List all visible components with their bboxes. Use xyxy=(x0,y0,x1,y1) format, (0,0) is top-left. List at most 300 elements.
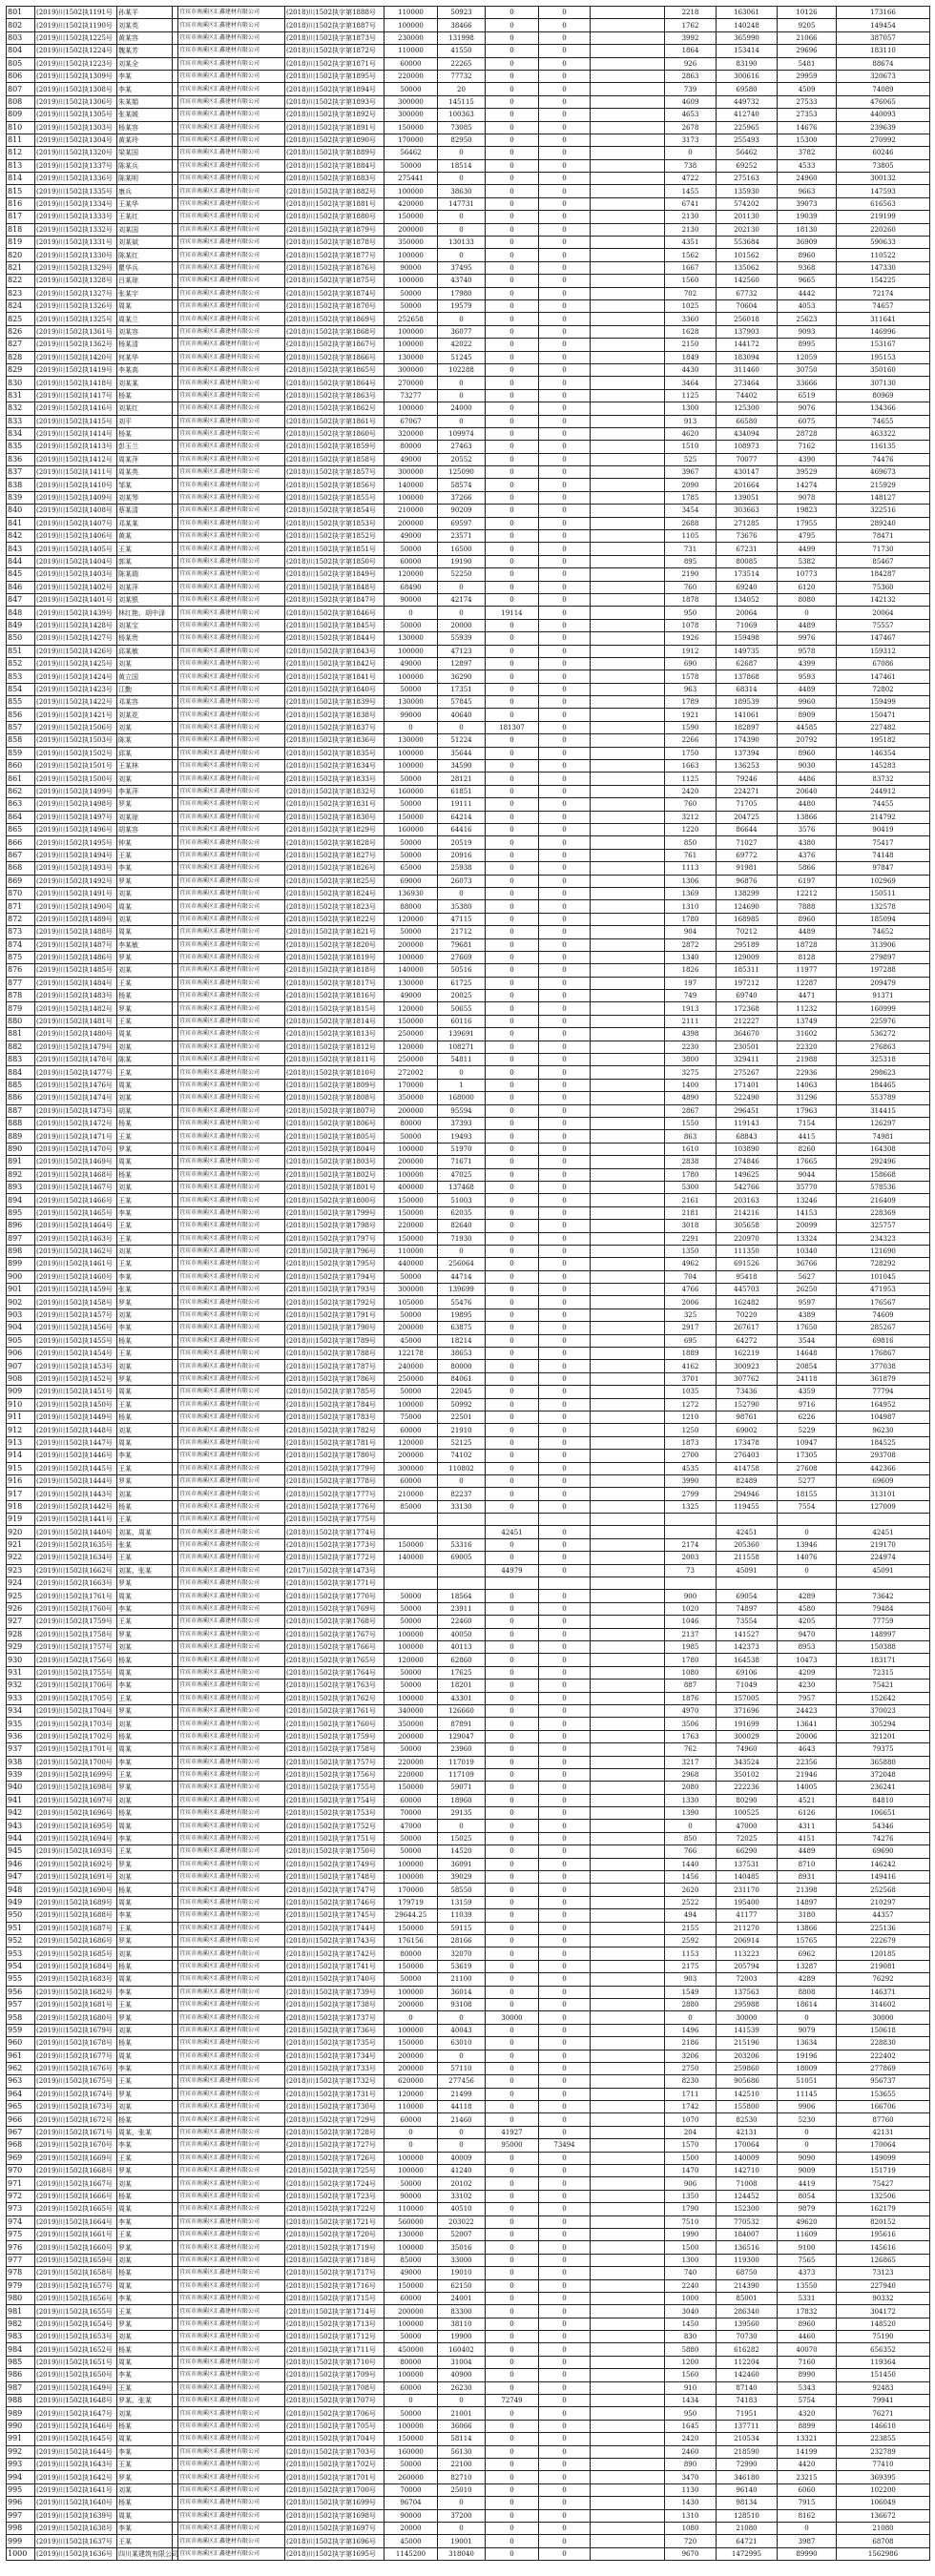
table-cell: 1562 xyxy=(665,249,717,261)
table-cell: 0 xyxy=(539,798,591,811)
table-cell xyxy=(591,657,665,670)
table-cell: 杨某 xyxy=(117,1500,173,1513)
table-cell: 79484 xyxy=(837,1602,930,1615)
table-cell xyxy=(591,2292,665,2304)
table-cell: 2006 xyxy=(665,1296,717,1309)
table-cell xyxy=(591,734,665,747)
table-cell: 13246 xyxy=(778,1194,837,1206)
table-cell: 913 xyxy=(7,1436,35,1449)
table-row xyxy=(7,1322,930,1334)
table-cell: 320000 xyxy=(384,427,438,440)
table-cell: 0 xyxy=(486,1296,539,1309)
table-cell: 276863 xyxy=(837,1041,930,1053)
table-cell: 0 xyxy=(665,2011,717,2024)
table-cell: 0 xyxy=(486,734,539,747)
table-cell: 44357 xyxy=(837,1909,930,1922)
table-cell: 848 xyxy=(7,607,35,619)
table-cell: 980 xyxy=(7,2292,35,2304)
table-cell: 275441 xyxy=(384,173,438,185)
table-cell: (2019)川1502执1706号 xyxy=(35,1680,117,1692)
table-cell: 36066 xyxy=(438,2420,486,2432)
table-cell: 宜宾市南溪区汇鑫建材有限公司 xyxy=(178,1871,285,1884)
table-cell: 3506 xyxy=(665,1718,717,1730)
table-cell: 52007 xyxy=(438,2228,486,2240)
table-cell xyxy=(591,19,665,31)
table-cell: 946 xyxy=(7,1858,35,1870)
table-cell: 刘某琼 xyxy=(117,811,173,823)
table-cell: (2019)川1502执1491号 xyxy=(35,887,117,899)
table-cell: 0 xyxy=(539,1462,591,1474)
table-cell: 905 xyxy=(7,1334,35,1347)
table-cell: 878 xyxy=(7,990,35,1002)
table-cell: 8710 xyxy=(778,1858,837,1870)
table-cell: 罗某 xyxy=(117,2318,173,2330)
table-cell: 0 xyxy=(539,159,591,172)
table-cell: 314602 xyxy=(837,1998,930,2010)
table-cell: 2137 xyxy=(665,1628,717,1640)
table-cell: 罗某 xyxy=(117,1296,173,1309)
table-row xyxy=(7,211,930,223)
table-cell: 宜宾市南溪区汇鑫建材有限公司 xyxy=(178,1079,285,1091)
table-cell: 0 xyxy=(539,491,591,504)
table-cell: 205360 xyxy=(717,1538,778,1551)
table-cell: 120185 xyxy=(837,1947,930,1960)
table-cell: 897 xyxy=(7,1232,35,1245)
table-cell: 8128 xyxy=(778,951,837,963)
table-cell: 200000 xyxy=(384,2305,438,2318)
table-cell: 704 xyxy=(665,1270,717,1283)
table-cell: 77410 xyxy=(837,2459,930,2471)
table-cell: 0 xyxy=(539,2369,591,2381)
table-cell xyxy=(591,555,665,567)
table-cell: (2018)川1502执字第1741号 xyxy=(285,1960,384,1972)
table-cell: 王某华 xyxy=(117,197,173,210)
table-cell: 0 xyxy=(486,2305,539,2318)
table-cell xyxy=(591,2369,665,2381)
table-cell: 0 xyxy=(486,339,539,351)
table-cell: 0 xyxy=(539,466,591,479)
table-cell: 868 xyxy=(7,862,35,875)
table-cell: 0 xyxy=(539,1143,591,1155)
table-row xyxy=(7,543,930,555)
table-cell: 2688 xyxy=(665,517,717,529)
table-cell: 0 xyxy=(438,173,486,185)
table-row xyxy=(7,773,930,785)
table-cell: (2019)川1502执1756号 xyxy=(35,1654,117,1666)
table-cell: 杨某清 xyxy=(117,339,173,351)
table-cell: 0 xyxy=(539,1743,591,1756)
table-cell: 0 xyxy=(539,1884,591,1896)
table-cell: (2018)川1502执字第1767号 xyxy=(285,1628,384,1640)
table-cell: 256064 xyxy=(438,1258,486,1270)
table-cell: 117109 xyxy=(438,1768,486,1781)
table-cell: 50516 xyxy=(438,964,486,977)
table-cell: 4499 xyxy=(778,543,837,555)
table-cell: 350102 xyxy=(717,1768,778,1781)
table-cell: 刘某、周某 xyxy=(117,1526,173,1538)
table-cell: 50000 xyxy=(384,926,438,938)
table-cell: 0 xyxy=(486,31,539,44)
table-cell: 罗某、张某 xyxy=(117,2395,173,2407)
table-cell: 150000 xyxy=(384,211,438,223)
table-cell: 4962 xyxy=(665,1258,717,1270)
table-cell xyxy=(591,1450,665,1462)
table-row xyxy=(7,237,930,249)
table-cell: 16500 xyxy=(438,543,486,555)
table-cell: 185311 xyxy=(717,964,778,977)
table-cell: 0 xyxy=(486,1041,539,1053)
table-cell: 0 xyxy=(438,2126,486,2138)
table-cell: 350000 xyxy=(384,1718,438,1730)
table-cell xyxy=(591,1590,665,1602)
table-cell: 13287 xyxy=(778,1960,837,1972)
table-cell: 0 xyxy=(539,351,591,363)
table-cell: 0 xyxy=(486,1934,539,1947)
table-cell: 70077 xyxy=(717,453,778,465)
table-row xyxy=(7,1602,930,1615)
table-cell: 905686 xyxy=(717,2075,778,2088)
table-cell: 1628 xyxy=(665,325,717,338)
table-cell: (2019)川1502执1689号 xyxy=(35,1896,117,1908)
table-cell: 2872 xyxy=(665,938,717,951)
table-cell: 50000 xyxy=(384,1130,438,1143)
table-cell: 1113 xyxy=(665,862,717,875)
table-cell: 宜宾市南溪区汇鑫建材有限公司 xyxy=(178,2471,285,2483)
table-cell: 835 xyxy=(7,441,35,453)
table-cell: 杨某 xyxy=(117,1730,173,1742)
table-cell: 50000 xyxy=(384,83,438,95)
table-cell: 0 xyxy=(486,173,539,185)
table-cell: 1000 xyxy=(7,2547,35,2560)
table-cell: 300000 xyxy=(384,1462,438,1474)
table-cell: 50000 xyxy=(384,1832,438,1844)
table-cell: 宜宾市南溪区汇鑫建材有限公司 xyxy=(178,441,285,453)
table-cell xyxy=(591,1680,665,1692)
table-cell: (2018)川1502执字第1734号 xyxy=(285,2050,384,2062)
table-cell: 0 xyxy=(539,377,591,389)
table-cell: 67231 xyxy=(717,543,778,555)
table-cell: 李某 xyxy=(117,83,173,95)
table-cell: 56462 xyxy=(384,147,438,159)
table-cell xyxy=(591,1666,665,1679)
table-cell xyxy=(591,530,665,543)
table-cell: 271285 xyxy=(717,517,778,529)
table-cell: 977 xyxy=(7,2254,35,2266)
table-cell: 0 xyxy=(486,2292,539,2304)
table-cell: 1549 xyxy=(665,1986,717,1998)
table-cell: 宜宾市南溪区汇鑫建材有限公司 xyxy=(178,1398,285,1411)
table-cell: 160000 xyxy=(384,785,438,797)
table-cell: 60000 xyxy=(384,555,438,567)
table-cell: 李某 xyxy=(117,1986,173,1998)
table-cell: 21460 xyxy=(438,2113,486,2126)
table-cell: 宜宾市南溪区汇鑫建材有限公司 xyxy=(178,2011,285,2024)
table-cell: 120000 xyxy=(384,913,438,925)
table-cell: 140000 xyxy=(384,479,438,491)
table-cell: 周某 xyxy=(117,2203,173,2215)
table-cell: 74655 xyxy=(837,415,930,427)
table-cell: 4580 xyxy=(778,1602,837,1615)
table-cell: 4351 xyxy=(665,237,717,249)
table-cell: 邹某 xyxy=(117,479,173,491)
table-cell: 52125 xyxy=(438,1436,486,1449)
table-cell: 18009 xyxy=(778,2062,837,2074)
table-row xyxy=(7,7,930,19)
table-cell: 928 xyxy=(7,1628,35,1640)
table-cell: (2019)川1502执1401号 xyxy=(35,593,117,606)
table-cell: 0 xyxy=(778,2126,837,2138)
table-cell xyxy=(591,1602,665,1615)
table-cell: 41550 xyxy=(438,45,486,57)
table-cell: 0 xyxy=(539,2113,591,2126)
table-cell: (2019)川1502执1493号 xyxy=(35,862,117,875)
table-cell xyxy=(591,2407,665,2420)
table-cell: 宜宾市南溪区汇鑫建材有限公司 xyxy=(178,1909,285,1922)
table-cell: 120000 xyxy=(384,1002,438,1015)
table-cell: 0 xyxy=(486,134,539,146)
table-cell: 17832 xyxy=(778,2305,837,2318)
table-cell: 50000 xyxy=(384,1616,438,1628)
table-row xyxy=(7,1998,930,2010)
table-cell: 0 xyxy=(539,223,591,236)
table-cell: 25623 xyxy=(778,313,837,325)
table-cell: (2019)川1502执1661号 xyxy=(35,2228,117,2240)
table-cell: 11039 xyxy=(438,1909,486,1922)
table-cell: 0 xyxy=(539,2241,591,2254)
table-cell xyxy=(591,721,665,733)
table-cell: 984 xyxy=(7,2343,35,2356)
table-cell: (2018)川1502执字第1788号 xyxy=(285,1348,384,1360)
table-cell: 0 xyxy=(539,1641,591,1654)
table-cell: 127009 xyxy=(837,1500,930,1513)
table-cell: 2700 xyxy=(665,1450,717,1462)
table-cell: 14676 xyxy=(778,121,837,134)
table-cell: 0 xyxy=(539,1756,591,1768)
table-cell: (2018)川1502执字第1704号 xyxy=(285,2433,384,2445)
table-cell: 26250 xyxy=(778,1284,837,1296)
table-cell: (2018)川1502执字第1884号 xyxy=(285,159,384,172)
table-cell: 952 xyxy=(7,1934,35,1947)
table-cell: 宜宾市南溪区汇鑫建材有限公司 xyxy=(178,2241,285,2254)
table-cell: 宜宾市南溪区汇鑫建材有限公司 xyxy=(178,1896,285,1908)
table-cell: (2019)川1502执1697号 xyxy=(35,1794,117,1806)
table-cell: 74981 xyxy=(837,1130,930,1143)
table-cell: 14897 xyxy=(778,1896,837,1908)
table-cell: (2018)川1502执字第1813号 xyxy=(285,1028,384,1041)
table-cell: 171401 xyxy=(717,1079,778,1091)
table-cell: (2018)川1502执字第1870号 xyxy=(285,299,384,312)
table-cell: 7510 xyxy=(665,2215,717,2228)
table-cell: 0 xyxy=(486,1309,539,1321)
table-cell: (2019)川1502执1309号 xyxy=(35,70,117,82)
table-cell: (2019)川1502执1692号 xyxy=(35,1858,117,1870)
table-cell: 220970 xyxy=(717,1232,778,1245)
table-cell: 0 xyxy=(539,1538,591,1551)
table-cell: (2019)川1502执1693号 xyxy=(35,1845,117,1858)
table-cell: (2018)川1502执字第1718号 xyxy=(285,2254,384,2266)
table-cell: 宜宾市南溪区汇鑫建材有限公司 xyxy=(178,275,285,287)
table-cell: 0 xyxy=(486,530,539,543)
table-cell: 40113 xyxy=(438,1641,486,1654)
table-cell: (2018)川1502执字第1871号 xyxy=(285,57,384,70)
table-cell: 王某 xyxy=(117,1194,173,1206)
table-cell: (2019)川1502执1446号 xyxy=(35,1450,117,1462)
table-cell: 宜宾市南溪区汇鑫建材有限公司 xyxy=(178,1411,285,1423)
table-cell: 0 xyxy=(778,2011,837,2024)
table-cell: 90000 xyxy=(384,593,438,606)
table-row xyxy=(7,2088,930,2100)
table-cell: 0 xyxy=(778,2139,837,2152)
table-cell: (2019)川1502执1673号 xyxy=(35,2101,117,2113)
table-cell: 0 xyxy=(539,2445,591,2458)
table-cell: 0 xyxy=(665,1820,717,1832)
table-cell: 杨某 xyxy=(117,1168,173,1181)
table-cell: 0 xyxy=(486,1054,539,1066)
table-cell: 宜宾市南溪区汇鑫建材有限公司 xyxy=(178,2483,285,2496)
table-cell: 73277 xyxy=(384,389,438,402)
table-cell: (2018)川1502执字第1867号 xyxy=(285,339,384,351)
table-cell xyxy=(384,1514,438,1526)
table-cell: (2019)川1502执1326号 xyxy=(35,299,117,312)
table-cell: (2019)川1502执1336号 xyxy=(35,173,117,185)
table-cell: 4653 xyxy=(665,109,717,121)
table-cell: 863 xyxy=(665,1130,717,1143)
table-cell: (2019)川1502执1467号 xyxy=(35,1181,117,1193)
table-cell: 224974 xyxy=(837,1552,930,1564)
table-cell: (2019)川1502执1703号 xyxy=(35,1718,117,1730)
table-cell: 宜宾市南溪区汇鑫建材有限公司 xyxy=(178,1348,285,1360)
table-cell: 4053 xyxy=(778,299,837,312)
table-cell: 96704 xyxy=(384,2497,438,2509)
table-cell: 13634 xyxy=(778,2037,837,2050)
table-cell xyxy=(591,1156,665,1168)
table-row xyxy=(7,1206,930,1219)
table-cell: 4489 xyxy=(778,683,837,695)
table-row xyxy=(7,1104,930,1117)
table-cell xyxy=(591,1718,665,1730)
table-cell: 0 xyxy=(486,1730,539,1742)
table-cell: 0 xyxy=(486,211,539,223)
table-cell: 856 xyxy=(7,709,35,721)
table-cell: 宜宾市南溪区汇鑫建材有限公司 xyxy=(178,197,285,210)
table-cell: 周某 xyxy=(117,1028,173,1041)
table-cell: 宜宾市南溪区汇鑫建材有限公司 xyxy=(178,824,285,836)
table-cell xyxy=(591,1411,665,1423)
table-cell: 0 xyxy=(486,2509,539,2522)
table-cell: 981 xyxy=(7,2305,35,2318)
table-cell xyxy=(438,1526,486,1538)
table-cell: 0 xyxy=(539,1628,591,1640)
table-cell: (2018)川1502执字第1713号 xyxy=(285,2318,384,2330)
table-row xyxy=(7,1436,930,1449)
table-cell: (2019)川1502执1503号 xyxy=(35,734,117,747)
table-cell: (2019)川1502执1642号 xyxy=(35,2471,117,2483)
table-cell: 刘某 xyxy=(117,887,173,899)
table-cell: 100000 xyxy=(384,2024,438,2036)
table-cell: 0 xyxy=(486,2331,539,2343)
table-cell: (2018)川1502执字第1881号 xyxy=(285,197,384,210)
table-cell: 50000 xyxy=(384,1845,438,1858)
table-cell: 969 xyxy=(7,2152,35,2164)
table-cell: 23571 xyxy=(438,530,486,543)
table-cell: 0 xyxy=(539,1922,591,1934)
table-cell: 王某 xyxy=(117,1220,173,1232)
table-cell: (2018)川1502执字第1883号 xyxy=(285,173,384,185)
table-cell: (2019)川1502执1403号 xyxy=(35,568,117,581)
table-cell: 956 xyxy=(7,1986,35,1998)
table-cell: 1200 xyxy=(665,2356,717,2368)
table-cell: 0 xyxy=(438,607,486,619)
table-cell: 909 xyxy=(7,1386,35,1398)
table-cell xyxy=(591,2459,665,2471)
table-cell: 0 xyxy=(486,1616,539,1628)
table-cell: 553789 xyxy=(837,1092,930,1104)
table-cell: 38630 xyxy=(438,185,486,197)
table-cell xyxy=(591,70,665,82)
table-cell: 0 xyxy=(486,517,539,529)
table-cell: (2018)川1502执字第1823号 xyxy=(285,900,384,913)
table-cell: (2018)川1502执字第1745号 xyxy=(285,1909,384,1922)
table-cell: 4420 xyxy=(778,2459,837,2471)
table-cell: 826 xyxy=(7,325,35,338)
table-cell: (2019)川1502执1663号 xyxy=(35,1577,117,1590)
table-cell: 0 xyxy=(539,1296,591,1309)
table-cell: (2018)川1502执字第1806号 xyxy=(285,1117,384,1129)
table-cell: 0 xyxy=(486,1602,539,1615)
table-cell: 罗某 xyxy=(117,1628,173,1640)
table-cell: 杨某 xyxy=(117,1654,173,1666)
table-cell: 何某华 xyxy=(117,351,173,363)
table-cell: 20064 xyxy=(837,607,930,619)
table-cell: 17665 xyxy=(778,1156,837,1168)
table-cell: 1046 xyxy=(665,1616,717,1628)
table-cell: 0 xyxy=(486,785,539,797)
table-cell: 137868 xyxy=(717,670,778,683)
table-cell: 8080 xyxy=(778,593,837,606)
table-cell: 0 xyxy=(539,83,591,95)
table-cell: 5627 xyxy=(778,1270,837,1283)
table-cell xyxy=(591,2228,665,2240)
table-cell: (2019)川1502执1680号 xyxy=(35,2011,117,2024)
table-cell: (2019)川1502执1408号 xyxy=(35,505,117,517)
table-row xyxy=(7,2381,930,2394)
table-cell: 891 xyxy=(7,1156,35,1168)
table-cell: (2019)川1502执1476号 xyxy=(35,1079,117,1091)
table-cell: (2019)川1502执1664号 xyxy=(35,2215,117,2228)
table-cell: 0 xyxy=(539,862,591,875)
table-cell: 刘某 xyxy=(117,1718,173,1730)
table-cell: 89990 xyxy=(778,2547,837,2560)
table-cell: 6060 xyxy=(778,2483,837,2496)
table-cell: 13321 xyxy=(778,2433,837,2445)
table-cell: 1350 xyxy=(665,1245,717,1257)
table-cell: 宜宾市南溪区汇鑫建材有限公司 xyxy=(178,2165,285,2177)
table-cell: 刘某国 xyxy=(117,223,173,236)
table-cell: 0 xyxy=(486,2152,539,2164)
table-cell: 18564 xyxy=(438,1590,486,1602)
table-cell: 962 xyxy=(7,2062,35,2074)
table-cell: 60116 xyxy=(438,1015,486,1027)
table-cell: 321201 xyxy=(837,1730,930,1742)
table-row xyxy=(7,1398,930,1411)
table-cell: 211558 xyxy=(717,1552,778,1564)
table-cell: (2019)川1502执1669号 xyxy=(35,2152,117,2164)
table-cell: 361879 xyxy=(837,1372,930,1385)
table-cell: 137468 xyxy=(438,1181,486,1193)
table-cell: 18728 xyxy=(778,938,837,951)
table-cell: 0 xyxy=(486,2318,539,2330)
table-cell xyxy=(591,134,665,146)
